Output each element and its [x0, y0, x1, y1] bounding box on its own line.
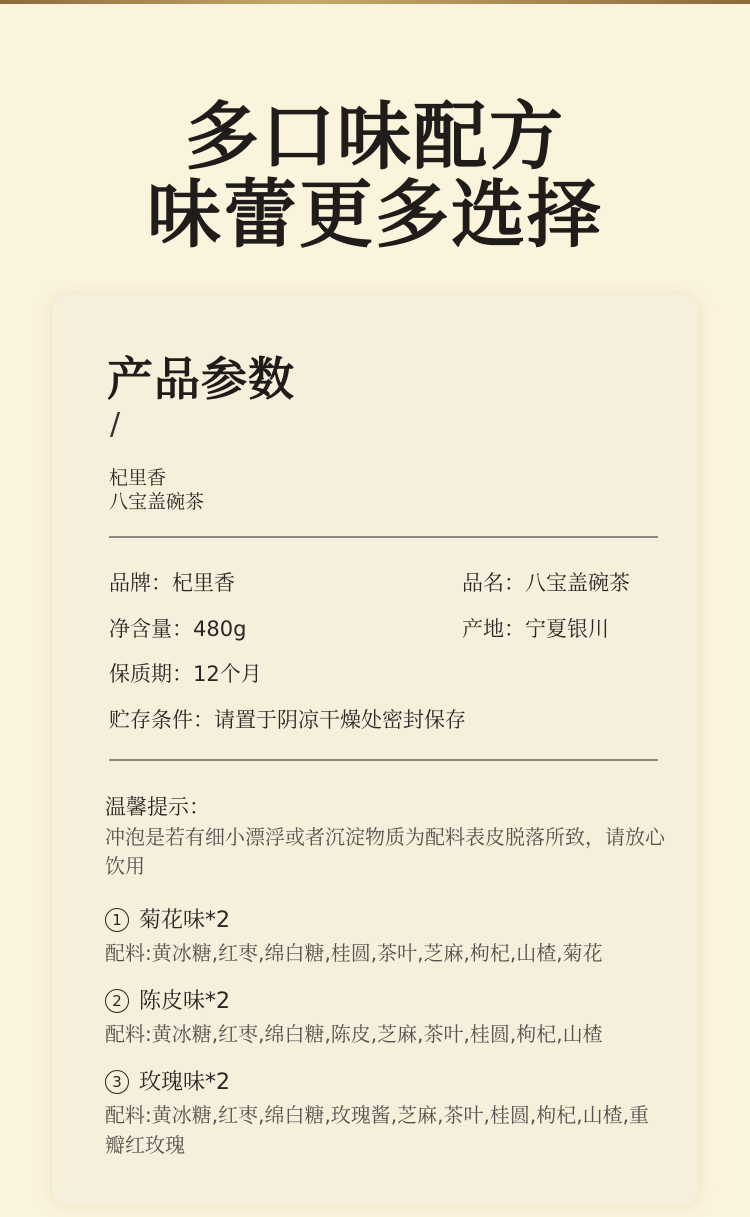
- decorative-slash: /: [110, 407, 121, 442]
- spec-label: 净含量：: [109, 617, 193, 641]
- card-title: 产品参数: [107, 352, 295, 406]
- tips-text: 冲泡是若有细小漂浮或者沉淀物质为配料表皮脱落所致，请放心饮用: [105, 825, 665, 878]
- divider-top: [109, 536, 658, 538]
- spec-origin: [462, 613, 609, 643]
- flavor-name: 玫瑰味*2: [139, 1070, 230, 1095]
- spec-net-content: [109, 613, 246, 643]
- top-decorative-strip: [0, 0, 750, 4]
- spec-value: 八宝盖碗茶: [525, 571, 630, 595]
- brand-subtitle: 杞里香: [109, 467, 167, 489]
- flavor-rose: [105, 1065, 230, 1096]
- headline-line2: 味蕾更多选择: [147, 172, 603, 258]
- flavor-ingredients: 配料:黄冰糖,红枣,绵白糖,玫瑰酱,芝麻,茶叶,桂圆,枸杞,山楂,重瓣红玫瑰: [105, 1103, 649, 1157]
- spec-label: 品牌：: [109, 571, 172, 595]
- flavor-name: 陈皮味*2: [139, 989, 230, 1014]
- product-subtitle: 八宝盖碗茶: [109, 491, 205, 513]
- spec-value: 请置于阴凉干燥处密封保存: [214, 708, 466, 732]
- spec-label: 产地：: [462, 617, 525, 641]
- circled-number: 2: [105, 989, 129, 1013]
- circled-number: 1: [105, 908, 129, 932]
- spec-storage: [109, 704, 466, 734]
- flavor-tangerine-peel: [105, 984, 230, 1015]
- flavor-name: 菊花味*2: [139, 908, 230, 933]
- spec-label: 保质期：: [109, 662, 193, 686]
- headline-line1: 多口味配方: [185, 94, 565, 180]
- divider-bottom: [109, 759, 658, 761]
- flavor-ingredients: 配料:黄冰糖,红枣,绵白糖,陈皮,芝麻,茶叶,桂圆,枸杞,山楂: [105, 1022, 603, 1046]
- spec-value: 480g: [193, 617, 247, 641]
- circled-number: 3: [105, 1070, 129, 1094]
- spec-label: 品名：: [462, 571, 525, 595]
- spec-shelf-life: [109, 658, 262, 688]
- spec-value: 杞里香: [172, 571, 235, 595]
- flavor-ingredients: 配料:黄冰糖,红枣,绵白糖,桂圆,茶叶,芝麻,枸杞,山楂,菊花: [105, 941, 603, 965]
- spec-value: 12个月: [193, 662, 262, 686]
- spec-brand: [109, 567, 235, 597]
- flavor-chrysanthemum: [105, 903, 230, 934]
- spec-value: 宁夏银川: [525, 617, 609, 641]
- product-params-card: [52, 295, 698, 1205]
- spec-label: 贮存条件：: [109, 708, 214, 732]
- tips-title: 温馨提示：: [105, 795, 210, 819]
- spec-product-name: [462, 567, 630, 597]
